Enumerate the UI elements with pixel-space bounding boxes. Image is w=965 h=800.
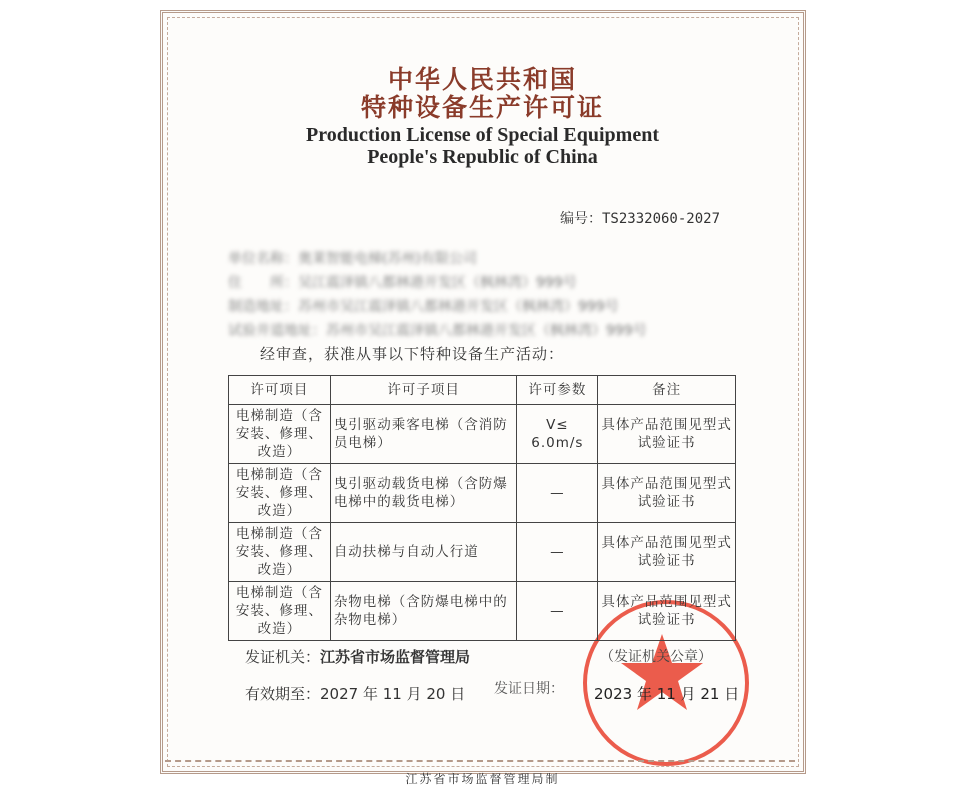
company-address: 住 所：吴江震泽镇八都林港开发区（枫林湾）999号 bbox=[228, 275, 577, 291]
footer-border bbox=[165, 760, 795, 765]
cell-params: — bbox=[517, 464, 598, 523]
cell-remarks: 具体产品范围见型式试验证书 bbox=[598, 464, 736, 523]
valid-label: 有效期至： bbox=[245, 685, 321, 703]
license-table bbox=[228, 375, 736, 641]
company-name: 单位名称：奥莱智能电梯(苏州)有限公司 bbox=[228, 251, 477, 267]
cell-item: 电梯制造（含安装、修理、改造） bbox=[229, 464, 331, 523]
valid-date: 2027 年 11 月 20 日 bbox=[320, 685, 466, 703]
cell-subitem: 曳引驱动乘客电梯（含消防员电梯） bbox=[330, 405, 517, 464]
title-en-1: Production License of Special Equipment bbox=[306, 124, 659, 146]
cell-item: 电梯制造（含安装、修理、改造） bbox=[229, 405, 331, 464]
cell-subitem: 自动扶梯与自动人行道 bbox=[330, 523, 517, 582]
table-row bbox=[229, 464, 736, 523]
cell-params: V≤ 6.0m/s bbox=[517, 405, 598, 464]
title-cn-2: 特种设备生产许可证 bbox=[360, 93, 604, 122]
issuer-line bbox=[245, 646, 470, 667]
header-item: 许可项目 bbox=[229, 376, 331, 405]
table-row bbox=[229, 523, 736, 582]
cell-params: — bbox=[517, 582, 598, 641]
issuer-label: 发证机关： bbox=[245, 648, 321, 666]
number-label: 编号： bbox=[560, 211, 602, 227]
table-row bbox=[229, 405, 736, 464]
license-number bbox=[560, 208, 720, 228]
number-value: TS2332060-2027 bbox=[602, 211, 721, 227]
title-en-2: People's Republic of China bbox=[367, 146, 598, 168]
footer-text: 江苏省市场监督管理局制 bbox=[405, 772, 560, 786]
seal-note: （发证机关公章） bbox=[600, 649, 712, 665]
cell-subitem: 杂物电梯（含防爆电梯中的杂物电梯） bbox=[330, 582, 517, 641]
cell-item: 电梯制造（含安装、修理、改造） bbox=[229, 582, 331, 641]
table-row bbox=[229, 582, 736, 641]
title-cn-1: 中华人民共和国 bbox=[387, 65, 577, 94]
cell-item: 电梯制造（含安装、修理、改造） bbox=[229, 523, 331, 582]
header-subitem: 许可子项目 bbox=[330, 376, 517, 405]
issuer-value: 江苏省市场监督管理局 bbox=[320, 648, 471, 666]
header-remarks: 备注 bbox=[598, 376, 736, 405]
issue-date-label: 发证日期： bbox=[494, 681, 564, 697]
issue-date: 2023 年 11 月 21 日 bbox=[594, 685, 740, 703]
valid-until bbox=[245, 683, 465, 704]
test-shaft-address: 试验井道地址：苏州市吴江震泽镇八都林港开发区（枫林湾）999号 bbox=[228, 323, 647, 339]
intro-text: 经审查，获准从事以下特种设备生产活动： bbox=[260, 345, 565, 363]
cell-remarks: 具体产品范围见型式试验证书 bbox=[598, 523, 736, 582]
cell-subitem: 曳引驱动载货电梯（含防爆电梯中的载货电梯） bbox=[330, 464, 517, 523]
cell-remarks: 具体产品范围见型式试验证书 bbox=[598, 582, 736, 641]
table-header bbox=[229, 376, 736, 405]
manufacturing-address: 制造地址：苏州市吴江震泽镇八都林港开发区（枫林湾）999号 bbox=[228, 299, 619, 315]
cell-remarks: 具体产品范围见型式试验证书 bbox=[598, 405, 736, 464]
cell-params: — bbox=[517, 523, 598, 582]
header-params: 许可参数 bbox=[517, 376, 598, 405]
